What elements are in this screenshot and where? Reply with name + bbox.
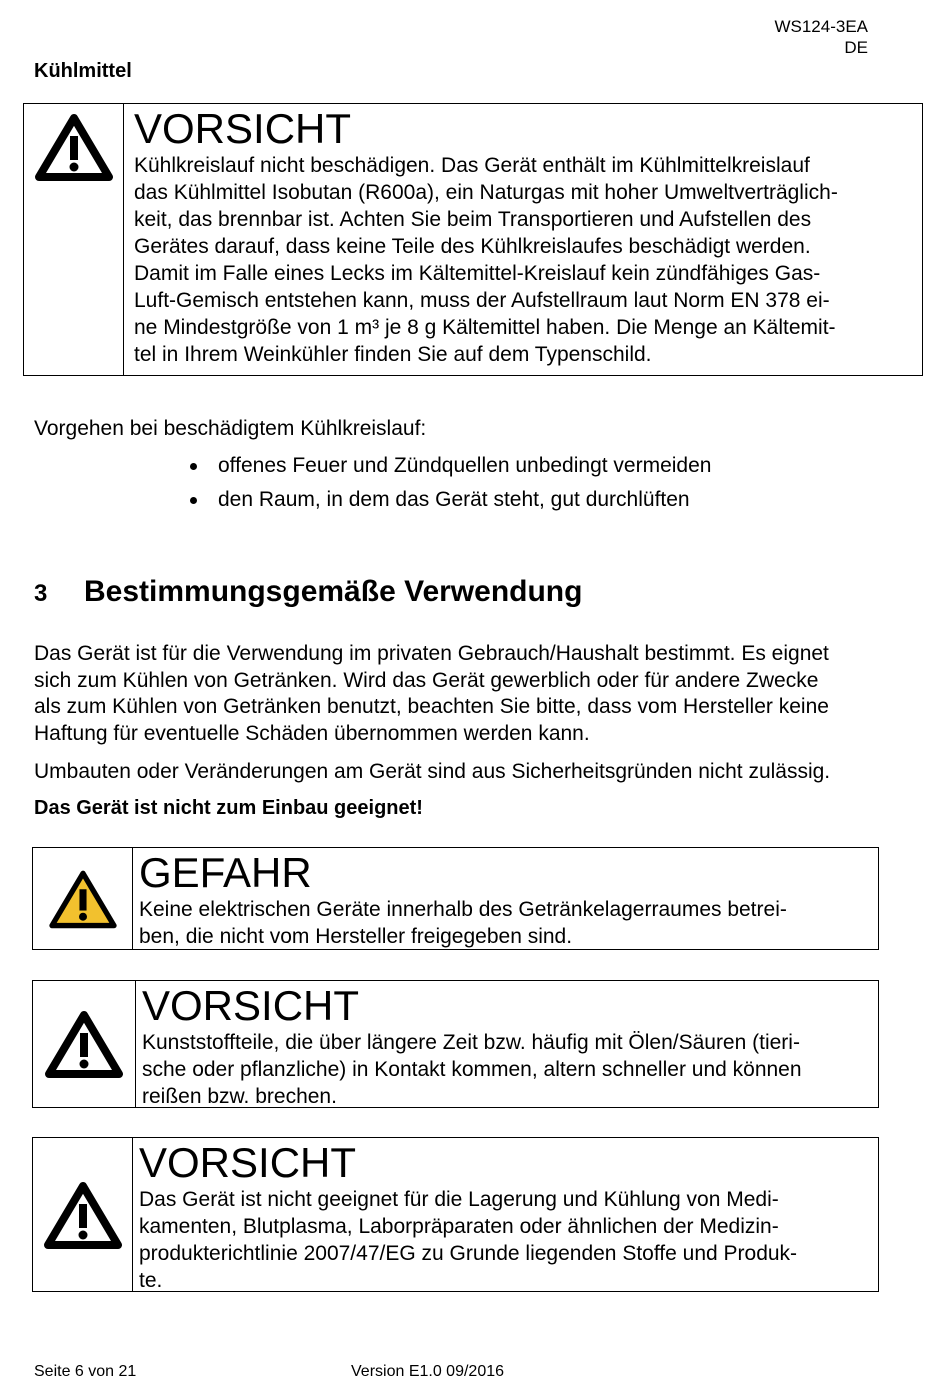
caution-text-cell bbox=[124, 104, 846, 375]
chapter-heading bbox=[34, 575, 582, 609]
doc-language: DE bbox=[844, 38, 868, 57]
caution-box-plastics bbox=[32, 980, 879, 1108]
caution-line: keit, das brennbar ist. Achten Sie beim Transportieren und Aufstellen des bbox=[134, 208, 812, 231]
modification-paragraph: Umbauten oder Veränderungen am Gerät sind aus Sicherheitsgründen nicht zulässig. bbox=[34, 760, 831, 783]
caution-heading: VORSICHT bbox=[139, 1139, 357, 1186]
procedure-list bbox=[186, 449, 711, 517]
procedure-intro: Vorgehen bei beschädigtem Kühlkreislauf: bbox=[34, 417, 427, 440]
caution-line: Kühlkreislauf nicht beschädigen. Das Gerät enthält im Kühlmittelkreislauf bbox=[134, 154, 810, 177]
caution-line: Luft-Gemisch entstehen kann, muss der Aufstellraum laut Norm EN 378 ei- bbox=[134, 289, 830, 312]
caution-line: Gerätes darauf, dass keine Teile des Kühlkreislaufes beschädigt werden. bbox=[134, 235, 811, 258]
caution-line: das Kühlmittel Isobutan (R600a), ein Naturgas mit hoher Umweltverträglich- bbox=[134, 181, 838, 204]
caution-icon-cell bbox=[24, 104, 124, 375]
danger-line: Keine elektrischen Geräte innerhalb des Getränkelagerraumes betrei- bbox=[139, 898, 787, 921]
document-code bbox=[774, 16, 868, 58]
caution-line: Das Gerät ist nicht geeignet für die Lagerung und Kühlung von Medi- bbox=[139, 1188, 779, 1211]
danger-body bbox=[139, 896, 787, 950]
danger-box bbox=[32, 847, 879, 950]
caution-line: ne Mindestgröße von 1 m³ je 8 g Kältemittel haben. Die Menge an Kältemit- bbox=[134, 316, 836, 339]
warning-triangle-icon bbox=[34, 112, 114, 182]
chapter-title: Bestimmungsgemäße Verwendung bbox=[84, 575, 583, 608]
caution-icon-cell bbox=[33, 1138, 133, 1291]
usage-paragraph bbox=[34, 641, 934, 747]
danger-heading: GEFAHR bbox=[139, 849, 312, 896]
danger-line: ben, die nicht vom Hersteller freigegeben sind. bbox=[139, 925, 573, 948]
caution-line: kamenten, Blutplasma, Laborpräparaten oder ähnlichen der Medizin- bbox=[139, 1215, 779, 1238]
section-title: Kühlmittel bbox=[34, 60, 132, 82]
caution-body bbox=[142, 1029, 802, 1110]
usage-line: Haftung für eventuelle Schäden übernommen werden kann. bbox=[34, 721, 590, 745]
version-label: Version E1.0 09/2016 bbox=[351, 1363, 505, 1380]
doc-code-number: WS124-3EA bbox=[774, 17, 868, 36]
caution-box-medical bbox=[32, 1137, 879, 1292]
warning-triangle-icon bbox=[44, 1009, 124, 1079]
danger-triangle-icon bbox=[46, 868, 120, 930]
caution-line: te. bbox=[139, 1269, 163, 1292]
caution-icon-cell bbox=[33, 981, 136, 1107]
caution-text-cell bbox=[133, 1138, 805, 1291]
caution-body bbox=[134, 152, 838, 368]
list-item: den Raum, in dem das Gerät steht, gut durchlüften bbox=[186, 483, 711, 517]
caution-line: Damit im Falle eines Lecks im Kältemittel-Kreislauf kein zündfähiges Gas- bbox=[134, 262, 821, 285]
warning-triangle-icon bbox=[43, 1180, 123, 1250]
usage-line: Das Gerät ist für die Verwendung im privaten Gebrauch/Haushalt bestimmt. Es eignet bbox=[34, 642, 829, 665]
usage-line: sich zum Kühlen von Getränken. Wird das Gerät gewerblich oder für andere Zwecke bbox=[34, 668, 819, 692]
danger-icon-cell bbox=[33, 848, 133, 949]
caution-box-refrigerant bbox=[23, 103, 923, 376]
caution-line: reißen bzw. brechen. bbox=[142, 1085, 337, 1108]
list-item: offenes Feuer und Zündquellen unbedingt vermeiden bbox=[186, 449, 711, 483]
usage-line: als zum Kühlen von Getränken benutzt, beachten Sie bitte, dass vom Hersteller keine bbox=[34, 695, 829, 718]
caution-heading: VORSICHT bbox=[134, 105, 352, 152]
caution-line: produkterichtlinie 2007/47/EG zu Grunde liegenden Stoffe und Produk- bbox=[139, 1242, 798, 1265]
caution-body bbox=[139, 1186, 797, 1294]
caution-line: sche oder pflanzliche) in Kontakt kommen, altern schneller und können bbox=[142, 1058, 802, 1081]
caution-heading: VORSICHT bbox=[142, 982, 360, 1029]
page-number: Seite 6 von 21 bbox=[34, 1363, 137, 1380]
caution-line: tel in Ihrem Weinkühler finden Sie auf dem Typenschild. bbox=[134, 343, 652, 366]
caution-text-cell bbox=[136, 981, 810, 1107]
chapter-number: 3 bbox=[34, 580, 48, 607]
installation-note: Das Gerät ist nicht zum Einbau geeignet! bbox=[34, 797, 423, 819]
caution-line: Kunststoffteile, die über längere Zeit bzw. häufig mit Ölen/Säuren (tieri- bbox=[142, 1031, 800, 1054]
danger-text-cell bbox=[133, 848, 795, 949]
